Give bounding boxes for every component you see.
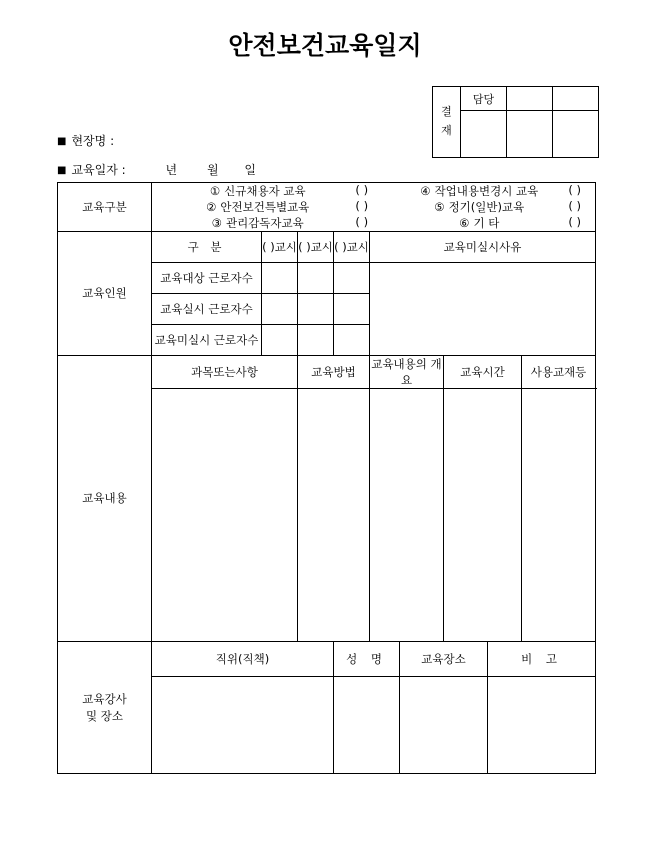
- table-row-instructor-header: [58, 642, 596, 677]
- personnel-row-label-2: 교육미실시 근로자수: [152, 325, 262, 356]
- approval-label: [433, 87, 461, 158]
- category-options-cell: [152, 183, 596, 232]
- approval-label-char-2: 재: [441, 124, 452, 137]
- instructor-cell-position[interactable]: [152, 677, 334, 774]
- bullet-icon: ■: [57, 136, 67, 147]
- personnel-cell-2-1[interactable]: [298, 325, 334, 356]
- category-option-1-label: 신규채용자 교육: [224, 184, 306, 198]
- date-year-unit: 년: [165, 163, 178, 177]
- content-header-outline: 교육내용의 개요: [371, 357, 442, 387]
- section-label-instructor: [58, 642, 152, 774]
- instructor-cell-remarks[interactable]: [488, 677, 596, 774]
- instructor-header-place: 교육장소: [400, 642, 488, 677]
- category-option-row-3: [152, 215, 595, 231]
- category-option-1-number: ①: [209, 184, 221, 198]
- page-title: 안전보건교육일지: [228, 31, 422, 60]
- approval-table: [432, 86, 599, 158]
- category-option-2[interactable]: [152, 199, 382, 215]
- category-option-5-label: 정기(일반)교육: [448, 200, 525, 214]
- education-date-label: 교육일자: [71, 163, 118, 177]
- personnel-header-period-2: ( )교시: [298, 232, 334, 263]
- approval-signature-cell-0[interactable]: [461, 111, 507, 158]
- category-option-1-checkbox[interactable]: ( ): [355, 183, 369, 197]
- approval-column-header-0: 담당: [461, 87, 507, 111]
- approval-box: [432, 86, 595, 158]
- personnel-cell-1-1[interactable]: [298, 294, 334, 325]
- personnel-header-period-3: ( )교시: [334, 232, 370, 263]
- category-option-3-label: 관리감독자교육: [225, 216, 304, 230]
- approval-column-header-1: [507, 87, 553, 111]
- category-option-2-label: 안전보건특별교육: [220, 200, 310, 214]
- category-option-6-label: 기 타: [473, 216, 500, 230]
- category-option-row-2: [152, 199, 595, 215]
- personnel-reason-value[interactable]: [370, 263, 596, 356]
- category-option-2-number: ②: [206, 200, 217, 214]
- content-cell-method[interactable]: [298, 389, 370, 642]
- content-cell-hours[interactable]: [444, 389, 522, 642]
- personnel-cell-0-2[interactable]: [334, 263, 370, 294]
- table-row-content-header: [58, 356, 596, 389]
- personnel-cell-2-0[interactable]: [262, 325, 298, 356]
- personnel-cell-0-1[interactable]: [298, 263, 334, 294]
- category-option-5-number: ⑤: [434, 200, 445, 214]
- category-option-6[interactable]: [382, 215, 595, 231]
- instructor-cell-name[interactable]: [334, 677, 400, 774]
- bullet-icon: ■: [57, 165, 67, 176]
- category-option-2-checkbox[interactable]: ( ): [355, 199, 369, 213]
- category-option-5-checkbox[interactable]: ( ): [568, 199, 582, 213]
- approval-signature-cell-2[interactable]: [553, 111, 599, 158]
- personnel-header-period-1: ( )교시: [262, 232, 298, 263]
- personnel-row-label-1: 교육실시 근로자수: [152, 294, 262, 325]
- personnel-cell-1-2[interactable]: [334, 294, 370, 325]
- category-option-4-number: ④: [420, 184, 431, 198]
- approval-signature-cell-1[interactable]: [507, 111, 553, 158]
- table-row-personnel-header: [58, 232, 596, 263]
- instructor-cell-place[interactable]: [400, 677, 488, 774]
- content-header-subject: 과목또는사항: [152, 356, 298, 389]
- category-options-grid: [152, 183, 595, 231]
- personnel-header-reason: 교육미실시사유: [370, 232, 596, 263]
- content-cell-outline[interactable]: [370, 389, 444, 642]
- site-name-field: [57, 132, 114, 149]
- category-option-3-number: ③: [211, 216, 222, 230]
- category-option-4[interactable]: [382, 183, 595, 199]
- site-name-colon: :: [110, 134, 115, 148]
- personnel-cell-1-0[interactable]: [262, 294, 298, 325]
- category-option-3-checkbox[interactable]: ( ): [355, 215, 369, 229]
- instructor-header-name: 성 명: [334, 642, 400, 677]
- education-date-colon: :: [121, 163, 126, 177]
- content-header-method: 교육방법: [298, 356, 370, 389]
- approval-column-header-2: [553, 87, 599, 111]
- content-header-hours: 교육시간: [444, 356, 522, 389]
- personnel-cell-2-2[interactable]: [334, 325, 370, 356]
- section-label-category: 교육구분: [58, 183, 152, 232]
- personnel-cell-0-0[interactable]: [262, 263, 298, 294]
- content-cell-subject[interactable]: [152, 389, 298, 642]
- site-name-label: 현장명: [71, 134, 107, 148]
- instructor-header-remarks: 비 고: [488, 642, 596, 677]
- education-date-field: [57, 161, 256, 178]
- category-option-6-checkbox[interactable]: ( ): [568, 215, 582, 229]
- section-label-content: 교육내용: [58, 356, 152, 642]
- table-row-category: [58, 183, 596, 232]
- category-option-6-number: ⑥: [459, 216, 470, 230]
- instructor-header-position: 직위(직책): [152, 642, 334, 677]
- date-day-unit: 일: [244, 163, 256, 177]
- section-label-personnel: 교육인원: [58, 232, 152, 356]
- personnel-header-gubun: 구 분: [152, 232, 262, 263]
- personnel-row-label-0: 교육대상 근로자수: [152, 263, 262, 294]
- section-label-instructor-line1: 교육강사: [82, 691, 127, 706]
- category-option-4-label: 작업내용변경시 교육: [434, 184, 539, 198]
- category-option-4-checkbox[interactable]: ( ): [568, 183, 582, 197]
- content-cell-materials[interactable]: [522, 389, 596, 642]
- category-option-3[interactable]: [152, 215, 382, 231]
- content-header-materials: 사용교재등: [522, 356, 596, 389]
- section-label-instructor-line2: 및 장소: [86, 708, 123, 723]
- approval-label-char-1: 결: [441, 105, 452, 119]
- approval-row-header: [433, 87, 599, 111]
- education-log-table: [57, 182, 596, 774]
- category-option-1[interactable]: [152, 183, 382, 199]
- category-option-row-1: [152, 183, 595, 199]
- date-month-unit: 월: [206, 163, 219, 177]
- category-option-5[interactable]: [382, 199, 595, 215]
